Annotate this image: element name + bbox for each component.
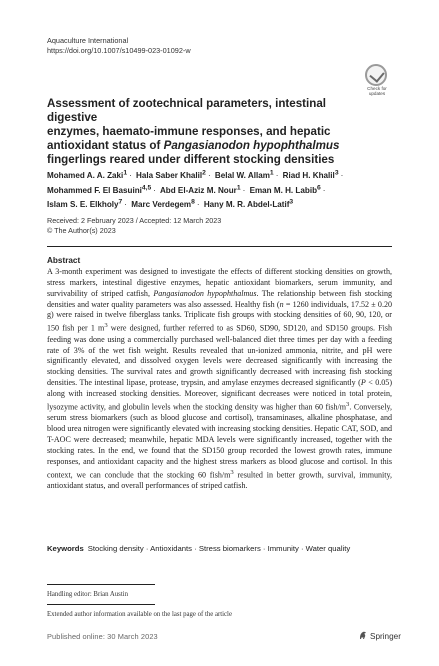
footnote-divider [47,584,155,585]
author[interactable]: Eman M. H. Labib$^6$ [249,183,321,195]
received-accepted-dates: Received: 2 February 2023 / Accepted: 12 March 2023 [47,216,222,225]
species-name: Pangasianodon hypophthalmus [163,139,340,152]
journal-header [47,36,191,56]
check-for-updates-icon [365,64,387,86]
extended-info-note: Extended author information available on the last page of the article [47,611,232,618]
author[interactable]: Belal W. Allam$^1$ [214,169,274,180]
publisher-name: Springer [370,632,401,641]
author[interactable]: Mohamed A. A. Zaki$^1$ [47,169,128,180]
keywords-label: Keywords [47,544,84,553]
springer-horse-icon [358,630,368,640]
journal-name: Aquaculture International [47,36,129,45]
author[interactable]: Hany M. R. Abdel-Latif$^3$ [203,198,294,210]
handling-editor-note: Handling editor: Brian Austin [47,591,128,598]
abstract-heading: Abstract [47,256,81,265]
author[interactable]: Islam S. E. Elkholy$^7$ [47,198,123,210]
doi-link[interactable]: https://doi.org/10.1007/s10499-023-01092-w [47,46,191,55]
keywords [47,544,397,553]
author-list: Mohamed A. A. Zaki$^1$ · Hala Saber Khalil$^2$ · Belal W. Allam$^1$ · Riad H. Khalil$^3$ · Mohammed F. El Basuini$^{4,5}$ · Abd El-Aziz M. Nour$^1$ · Eman M. H. Labib$^6$ · Islam S. E. Elkholy$^7$ · Marc Verdegem$^8$ · Hany M. R. Abdel-Latif$^3$ [47,169,344,210]
divider [47,246,392,247]
footnote-divider [47,604,155,605]
author[interactable]: Hala Saber Khalil$^2$ [136,169,206,180]
author[interactable]: Abd El-Aziz M. Nour$^1$ [159,183,241,195]
keywords-list: Stocking density · Antioxidants · Stress biomarkers · Immunity · Water quality [87,544,351,553]
author[interactable]: Mohammed F. El Basuini$^{4,5}$ [47,183,152,195]
abstract-text: A 3-month experiment was designed to investigate the effects of different stocking densities on growth, stress markers, intestinal digestive enzymes, hepatic antioxidant biomarkers, serum immunity, and survivability of striped catfish, Pangasianodon hypophthalmus. The relationship between fish stocking densities and water quality parameters was also assessed. Healthy fish (n = 1260 individuals, 17.52 ± 0.20 g) were raised in twelve fiberglass tanks. Triplicate fish groups with stocking densities of 60, 90, 120, or 150 fish per 1 $m^3$ were designed, further referred to as SD60, SD90, SD120, and SD150 groups. Fish feeding was done using a commercially purchased well-balanced diet three times per day with a feeding rate of 3% of the wet fish weight. Results revealed that un-ionized ammonia, nitrite, and pH were significantly elevated, and dissolved oxygen levels were decreased significantly with increasing the stocking densities. The survival rates and growth significantly decreased with increasing fish stocking densities. The intestinal lipase, protease, trypsin, and amylase enzymes decreased significantly (P < 0.05) along with increased stocking densities. Moreover, significant decreases were noticed in total protein, lysozyme activity, and globulin levels when the stocking density was higher than 60 fish/$m^3$. Conversely, serum stress biomarkers (such as blood glucose and cortisol), transaminases, alkaline phosphatase, and blood urea nitrogen were significantly elevated with increasing stocking densities. Hepatic CAT, SOD, and T-AOC were decreased; meanwhile, hepatic MDA levels were significantly increased, together with the stocking rates. In the end, we found that the SD150 group recorded the lowest growth rates, immune responses, and antioxidant capacity and the highest stress markers as blood glucose and cortisol. In this context, we can conclude that the stocking 60 fish/$m^3$ resulted in better growth, survival, immunity, antioxidant status, and overall performances of striped catfish. [47,267,393,491]
published-online-date: Published online: 30 March 2023 [47,632,158,641]
check-for-updates-badge[interactable] [362,64,392,96]
publisher-logo [358,630,401,641]
publication-dates [47,216,221,236]
article-title: Assessment of zootechnical parameters, intestinal digestive enzymes, haemato-immune responses, and hepatic antioxidant status of Pangasianodon hypophthalmus fingerlings reared under different stocking densities [47,97,340,166]
author[interactable]: Marc Verdegem$^8$ [131,198,195,210]
check-for-updates-label: Check for updates [367,86,387,96]
author[interactable]: Riad H. Khalil$^3$ [282,169,339,180]
copyright-line: © The Author(s) 2023 [47,226,116,235]
